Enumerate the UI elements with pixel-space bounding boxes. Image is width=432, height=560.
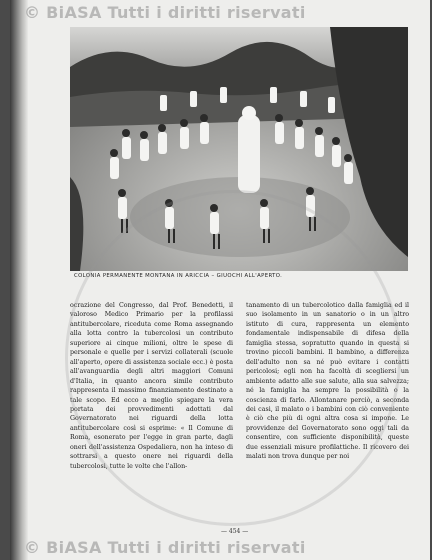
book-spine-shadow xyxy=(10,0,28,560)
text-column-left xyxy=(70,301,233,471)
watermark-bottom: © BiASA Tutti i diritti riservati xyxy=(24,538,306,557)
text-column-right xyxy=(246,301,409,462)
photo-caption: COLONIA PERMANENTE MONTANA IN ARICCIA – GIUOCHI ALL'APERTO. xyxy=(74,273,283,279)
photograph xyxy=(70,27,408,271)
children-playing-photo xyxy=(70,27,408,271)
left-column-text: ocrazione del Congresso, dal Prof. Benedetti, il valoroso Medico Primario per la profilassi antitubercolare, riceduta come Roma assegnando alla lotta contro la tubercolosi un contributo superiore ai cinque milioni, oltre le spese di personale e quelle per i servizi collaterali (scuole all'aperto, opere di assistenza sociale ecc.) è posta all'avanguardia degli altri maggiori Comuni d'Italia, in quanto ancora simile contributo rappresenta il massimo finanziamento destinato a tale scopo. Ed ecco a meglio spiegare la vera portata dei provvedimenti adottati dal Governatorato nei riguardi della lotta antitubercolare così si esprime: « Il Comune di Roma, esonerato per l'egge in gran parte, dagli oneri dell'assistenza Ospedaliera, non ha inteso di sottrarsi a questo onere nei riguardi della tubercolosi, tutte le volte che l'allon- xyxy=(70,302,233,470)
watermark-top: © BiASA Tutti i diritti riservati xyxy=(24,3,306,22)
document-page xyxy=(10,0,430,560)
page-number: — 454 — xyxy=(221,528,249,535)
right-column-text: tanamento di un tubercolotico dalla famiglia ed il suo isolamento in un sanatorio o in un altro istituto di cura, rappresenta un elemento fondamentale indispensabile di difesa della famiglia stessa, sopratutto quando in questa si trovino piccoli bambini. Il bambino, a differenza dell'adulto non sa né può evitare i contatti pericolosi; egli non ha facoltà di scegliersi un ambiente adatto alle sue salute, alla sua salvezza; né la famiglia ha sempre la possibilità o la coscienza di farlo. Allontanare perciò, a seconda dei casi, il malato o i bambini con ciò conveniente è ciò che più di ogni altra cosa si impone. Le provvidenze del Governatorato sono oggi tali da consentire, con sufficiente disponibilità, queste due essenziali misure profilattiche. Il ricovero dei malati non trova dunque per noi xyxy=(246,302,409,461)
